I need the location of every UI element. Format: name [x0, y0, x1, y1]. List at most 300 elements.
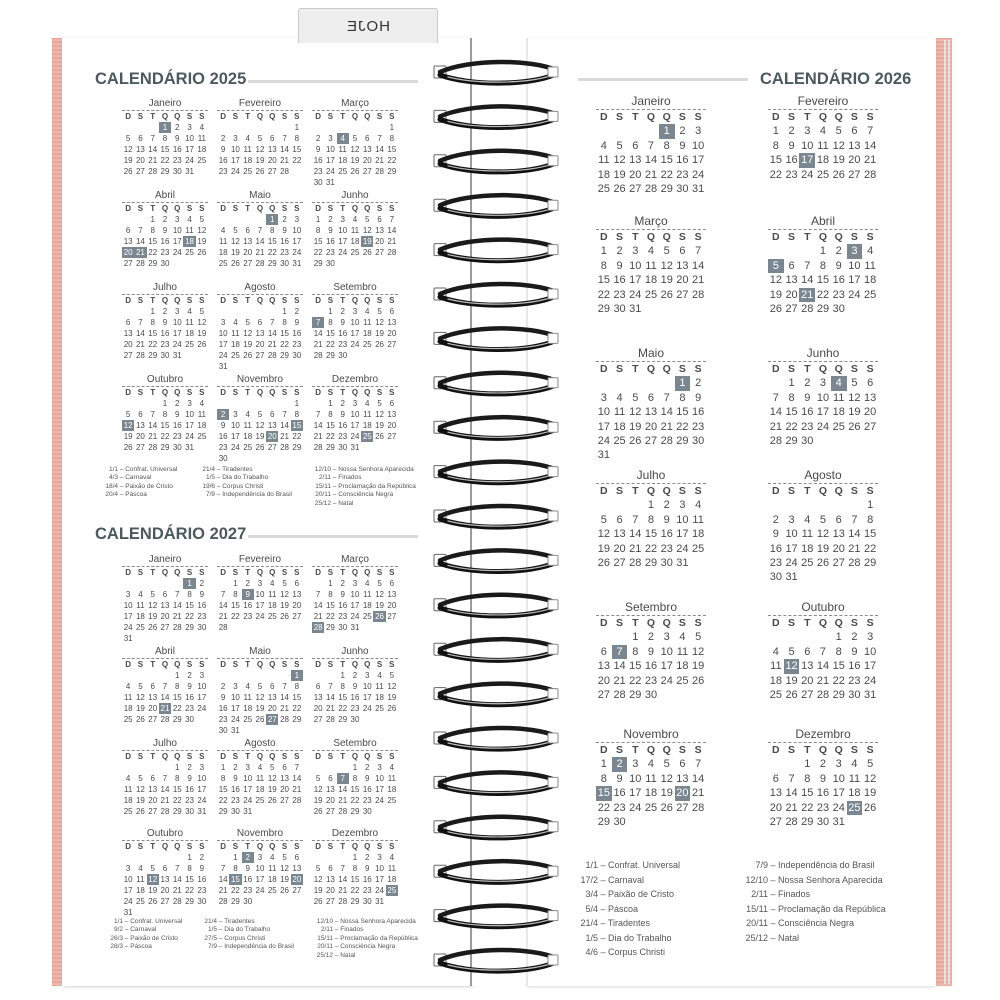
day-cell: 25: [218, 259, 228, 268]
day-cell: 24: [243, 796, 253, 805]
day-cell: 4: [352, 215, 358, 224]
day-cell: 1: [788, 377, 795, 390]
weekday-header: S: [137, 842, 144, 851]
day-cell: 28: [172, 897, 182, 906]
empty-day-cell: [847, 570, 863, 584]
month-setembro: [312, 282, 398, 361]
day-cell: 21: [255, 248, 265, 257]
weekday-header: Q: [256, 388, 264, 397]
day-cell: 17: [185, 145, 195, 154]
holiday-separator: –: [331, 466, 339, 473]
holiday-name: Nossa Senhora Aparecida: [778, 874, 883, 885]
weekday-header: D: [220, 568, 227, 577]
empty-day-cell: [815, 498, 831, 512]
weekday-header: S: [788, 363, 796, 375]
day-cell: 7: [695, 245, 702, 258]
empty-day-cell: [627, 124, 643, 138]
holiday-date: 5/4: [585, 903, 598, 914]
weekday-header: Q: [818, 231, 828, 243]
month-junho: [312, 646, 398, 725]
day-cell: 13: [362, 145, 372, 154]
day-cell: 15: [660, 154, 673, 167]
day-cell: 6: [632, 139, 639, 152]
day-cell: 23: [801, 420, 814, 433]
day-cell: 9: [233, 774, 238, 783]
day-cell: 8: [187, 590, 192, 599]
empty-day-cell: [799, 244, 815, 258]
day-cell: 21: [338, 886, 348, 895]
day-cell: 23: [362, 886, 372, 895]
holiday-separator: –: [768, 903, 779, 914]
empty-day-cell: [134, 578, 146, 589]
holiday-day-cell: 25: [362, 432, 372, 441]
day-cell: 3: [233, 134, 238, 143]
day-cell: 4: [389, 763, 395, 772]
empty-day-cell: [122, 670, 134, 681]
day-cell: 25: [375, 704, 385, 713]
day-cell: 13: [160, 875, 170, 884]
empty-day-cell: [254, 896, 266, 907]
holiday-item: [195, 466, 292, 474]
day-cell: 23: [816, 801, 830, 814]
day-cell: 22: [172, 704, 182, 713]
day-cell: 8: [772, 139, 779, 152]
day-cell: 15: [185, 601, 195, 610]
day-cell: 28: [785, 816, 798, 829]
day-cell: 12: [135, 693, 145, 702]
month-grid: [768, 742, 878, 829]
weekday-header: Q: [818, 111, 828, 123]
day-cell: 9: [695, 391, 702, 404]
day-cell: 3: [220, 318, 226, 327]
day-cell: 31: [832, 816, 845, 829]
day-cell: 16: [676, 154, 689, 167]
hoje-bookmark-tab[interactable]: [298, 8, 438, 43]
day-cell: 12: [148, 601, 158, 610]
day-cell: 11: [817, 139, 829, 152]
day-cell: 10: [123, 875, 133, 884]
day-cell: 16: [218, 704, 228, 713]
empty-day-cell: [229, 214, 241, 225]
holiday-list: [103, 918, 182, 952]
weekday-header: S: [376, 568, 383, 577]
day-cell: 5: [282, 579, 287, 588]
holiday-day-cell: 9: [242, 589, 254, 600]
empty-day-cell: [122, 214, 134, 225]
weekday-header: S: [232, 204, 239, 213]
day-cell: 11: [123, 785, 133, 794]
day-cell: 2: [695, 377, 702, 390]
day-cell: 11: [613, 406, 626, 419]
day-cell: 16: [338, 329, 348, 338]
month-name: Junho: [341, 646, 369, 657]
day-cell: 15: [325, 601, 335, 610]
day-cell: 7: [138, 318, 143, 327]
day-cell: 23: [769, 557, 782, 570]
month-name: Agosto: [244, 738, 276, 749]
weekday-header: S: [866, 617, 874, 629]
day-cell: 6: [772, 772, 779, 785]
day-cell: 20: [313, 704, 323, 713]
day-cell: 2: [352, 671, 358, 680]
day-cell: 14: [629, 528, 642, 541]
holiday-day-cell: 17: [801, 154, 814, 167]
day-cell: 23: [325, 248, 335, 257]
day-cell: 16: [313, 156, 323, 165]
empty-day-cell: [217, 306, 229, 317]
empty-day-cell: [312, 670, 324, 681]
day-cell: 15: [350, 785, 360, 794]
holiday-item: [98, 491, 177, 499]
weekday-header: S: [137, 568, 144, 577]
day-cell: 24: [325, 167, 335, 176]
day-cell: 27: [769, 816, 782, 829]
holiday-date: 26/3: [110, 934, 123, 942]
empty-day-cell: [147, 762, 159, 773]
day-cell: 3: [233, 410, 238, 419]
day-cell: 6: [804, 645, 811, 658]
weekday-header: S: [616, 617, 624, 629]
day-cell: 8: [233, 864, 238, 873]
month-name: Outubro: [801, 600, 845, 614]
day-cell: 10: [676, 513, 689, 526]
day-cell: 9: [162, 318, 168, 327]
holiday-date: 21/4: [202, 466, 215, 473]
month-grid: [122, 658, 208, 725]
weekday-header: Q: [662, 111, 671, 123]
day-cell: 17: [230, 156, 240, 165]
day-cell: 2: [187, 671, 192, 680]
day-cell: 19: [148, 612, 158, 621]
empty-day-cell: [266, 622, 278, 633]
day-cell: 6: [616, 513, 623, 526]
day-cell: 28: [338, 807, 348, 816]
day-cell: 7: [220, 590, 226, 599]
day-cell: 1: [150, 307, 155, 316]
holiday-separator: –: [768, 932, 779, 943]
day-cell: 8: [294, 682, 300, 691]
weekday-header: Q: [351, 204, 359, 213]
day-cell: 30: [362, 807, 372, 816]
day-cell: 2: [162, 307, 168, 316]
holiday-day-cell: 12: [123, 421, 133, 430]
day-cell: 14: [280, 421, 290, 430]
weekday-header: D: [220, 296, 227, 305]
day-cell: 4: [600, 139, 607, 152]
day-cell: 9: [187, 774, 192, 783]
day-cell: 13: [280, 774, 290, 783]
holiday-name: Tiradentes: [607, 918, 651, 928]
day-cell: 21: [172, 612, 182, 621]
day-cell: 18: [387, 875, 397, 884]
holiday-item: [740, 858, 886, 873]
day-cell: 8: [187, 864, 192, 873]
day-cell: 23: [660, 542, 673, 555]
month-grid: [217, 110, 303, 177]
holiday-separator: –: [215, 491, 223, 499]
holiday-name: Consciência Negra: [778, 918, 855, 928]
day-cell: 6: [245, 226, 250, 235]
day-cell: 16: [172, 421, 182, 430]
day-cell: 4: [138, 864, 143, 873]
day-cell: 25: [230, 351, 240, 360]
day-cell: 26: [135, 715, 145, 724]
day-cell: 12: [816, 528, 830, 541]
holiday-list: [313, 918, 418, 960]
empty-day-cell: [831, 498, 847, 512]
day-cell: 14: [325, 693, 335, 702]
empty-day-cell: [254, 398, 266, 409]
empty-day-cell: [373, 442, 385, 453]
day-cell: 23: [832, 288, 845, 301]
day-cell: 18: [644, 787, 658, 800]
day-cell: 5: [377, 579, 382, 588]
weekday-header: S: [281, 752, 288, 761]
weekday-header: S: [232, 752, 239, 761]
day-cell: 7: [220, 864, 226, 873]
empty-day-cell: [254, 361, 266, 372]
holiday-item: [740, 916, 886, 931]
day-cell: 17: [816, 406, 830, 419]
day-cell: 14: [218, 601, 228, 610]
empty-day-cell: [122, 852, 134, 863]
empty-day-cell: [312, 762, 324, 773]
empty-day-cell: [768, 376, 784, 390]
day-cell: 11: [268, 864, 277, 873]
empty-day-cell: [627, 498, 643, 512]
day-cell: 2: [199, 579, 205, 588]
holiday-name: Consciência Negra: [340, 943, 396, 951]
empty-day-cell: [386, 714, 398, 725]
holiday-day-cell: 20: [676, 787, 689, 800]
day-cell: 18: [692, 528, 705, 541]
weekday-header: S: [186, 112, 193, 121]
weekday-header: S: [678, 744, 686, 756]
month-grid: [596, 615, 706, 702]
day-cell: 22: [864, 542, 877, 555]
day-cell: 21: [769, 420, 782, 433]
day-cell: 7: [257, 226, 263, 235]
day-cell: 28: [148, 443, 158, 452]
day-cell: 15: [218, 785, 228, 794]
day-cell: 19: [280, 875, 290, 884]
day-cell: 20: [801, 674, 814, 687]
day-cell: 28: [613, 689, 626, 702]
day-cell: 29: [267, 259, 277, 268]
empty-day-cell: [312, 122, 324, 133]
day-cell: 21: [280, 432, 290, 441]
day-cell: 9: [315, 145, 321, 154]
day-cell: 19: [660, 274, 673, 287]
weekday-header: D: [125, 296, 132, 305]
day-cell: 27: [644, 435, 658, 448]
day-cell: 19: [387, 693, 397, 702]
day-cell: 8: [600, 259, 607, 272]
holiday-date: 9/2: [113, 926, 123, 934]
day-cell: 12: [848, 391, 861, 404]
month-name: Setembro: [333, 282, 377, 293]
day-cell: 18: [848, 787, 861, 800]
weekday-header: D: [315, 296, 322, 305]
month-grid: [122, 750, 208, 817]
day-cell: 28: [172, 623, 182, 632]
left-page-edge: [52, 38, 62, 986]
day-cell: 27: [313, 715, 323, 724]
day-cell: 8: [233, 590, 238, 599]
day-cell: 3: [632, 758, 639, 771]
month-grid: [596, 229, 706, 316]
weekday-header: S: [866, 485, 874, 497]
day-cell: 13: [848, 139, 861, 152]
weekday-header: Q: [256, 568, 264, 577]
weekday-header: Q: [174, 112, 181, 121]
day-cell: 29: [785, 435, 798, 448]
day-cell: 7: [315, 590, 321, 599]
empty-day-cell: [831, 434, 847, 448]
holiday-separator: –: [123, 918, 131, 925]
day-cell: 10: [172, 318, 182, 327]
empty-day-cell: [183, 633, 195, 644]
day-cell: 6: [294, 853, 300, 862]
day-cell: 14: [280, 145, 290, 154]
day-cell: 12: [243, 329, 253, 338]
day-cell: 19: [313, 796, 323, 805]
day-cell: 27: [864, 420, 877, 433]
day-cell: 10: [292, 226, 302, 235]
day-cell: 22: [325, 432, 335, 441]
empty-day-cell: [266, 806, 278, 817]
day-cell: 24: [230, 443, 240, 452]
weekday-header: S: [186, 296, 193, 305]
day-cell: 26: [230, 259, 240, 268]
day-cell: 25: [864, 288, 877, 301]
day-cell: 24: [123, 623, 133, 632]
weekday-header: Q: [364, 660, 371, 669]
holiday-separator: –: [333, 918, 341, 925]
day-cell: 27: [255, 351, 265, 360]
weekday-header: S: [678, 231, 686, 243]
day-cell: 19: [692, 660, 705, 673]
empty-day-cell: [361, 258, 373, 269]
day-cell: 24: [230, 167, 240, 176]
empty-day-cell: [242, 670, 254, 681]
day-cell: 13: [387, 318, 397, 327]
empty-day-cell: [134, 214, 146, 225]
day-cell: 25: [597, 183, 610, 196]
month-maio: [217, 190, 303, 269]
day-cell: 11: [350, 226, 360, 235]
day-cell: 11: [770, 660, 782, 673]
month-abril: [122, 646, 208, 725]
day-cell: 22: [816, 288, 830, 301]
day-cell: 21: [629, 542, 642, 555]
day-cell: 5: [150, 590, 155, 599]
day-cell: 7: [389, 215, 395, 224]
holiday-date: 1/1: [108, 466, 118, 473]
holiday-list: [311, 466, 416, 508]
weekday-header: S: [281, 112, 288, 121]
empty-day-cell: [147, 670, 159, 681]
holiday-name: Páscoa: [130, 943, 152, 951]
weekday-header: S: [232, 112, 239, 121]
day-cell: 5: [867, 758, 874, 771]
empty-day-cell: [196, 714, 208, 725]
holiday-date: 19/6: [202, 482, 215, 490]
day-cell: 18: [185, 329, 195, 338]
weekday-header: S: [294, 204, 300, 213]
day-cell: 25: [185, 340, 195, 349]
day-cell: 17: [785, 542, 798, 555]
holiday-separator: –: [333, 951, 341, 959]
day-cell: 12: [613, 154, 626, 167]
day-cell: 19: [255, 156, 265, 165]
holiday-date: 18/4: [105, 482, 118, 490]
day-cell: 3: [352, 307, 358, 316]
month-grid: [217, 294, 303, 372]
day-cell: 4: [138, 590, 143, 599]
day-cell: 12: [313, 785, 323, 794]
day-cell: 7: [867, 125, 874, 138]
day-cell: 24: [350, 432, 360, 441]
day-cell: 3: [632, 245, 639, 258]
day-cell: 3: [788, 513, 795, 526]
empty-day-cell: [122, 578, 134, 589]
day-cell: 15: [597, 274, 610, 287]
day-cell: 16: [613, 787, 626, 800]
day-cell: 18: [613, 420, 626, 433]
day-cell: 13: [243, 237, 253, 246]
day-cell: 26: [629, 435, 642, 448]
day-cell: 14: [613, 660, 626, 673]
day-cell: 25: [644, 801, 658, 814]
day-cell: 26: [769, 303, 782, 316]
day-cell: 23: [338, 432, 348, 441]
month-dezembro: [312, 374, 398, 453]
day-cell: 1: [804, 758, 811, 771]
day-cell: 8: [150, 226, 155, 235]
empty-day-cell: [612, 630, 628, 644]
day-cell: 12: [629, 406, 642, 419]
day-cell: 15: [832, 660, 845, 673]
month-name: Setembro: [624, 600, 678, 614]
day-cell: 3: [294, 215, 300, 224]
day-cell: 10: [230, 693, 240, 702]
day-cell: 30: [313, 178, 323, 187]
month-grid: [217, 202, 303, 269]
holiday-separator: –: [123, 943, 131, 951]
day-cell: 27: [629, 183, 642, 196]
day-cell: 24: [785, 557, 798, 570]
day-cell: 8: [315, 226, 321, 235]
empty-day-cell: [147, 122, 159, 133]
day-cell: 5: [315, 774, 321, 783]
weekday-header: S: [294, 388, 300, 397]
empty-day-cell: [862, 570, 878, 584]
empty-day-cell: [612, 498, 628, 512]
day-cell: 1: [220, 763, 226, 772]
day-cell: 3: [125, 864, 131, 873]
day-cell: 1: [294, 123, 300, 132]
day-cell: 29: [230, 897, 240, 906]
day-cell: 2: [679, 125, 686, 138]
weekday-header: Q: [351, 112, 359, 121]
weekday-header: S: [850, 231, 858, 243]
day-cell: 9: [282, 226, 287, 235]
weekday-header: Q: [269, 204, 276, 213]
day-cell: 7: [138, 226, 143, 235]
day-cell: 12: [280, 590, 290, 599]
day-cell: 25: [801, 557, 814, 570]
